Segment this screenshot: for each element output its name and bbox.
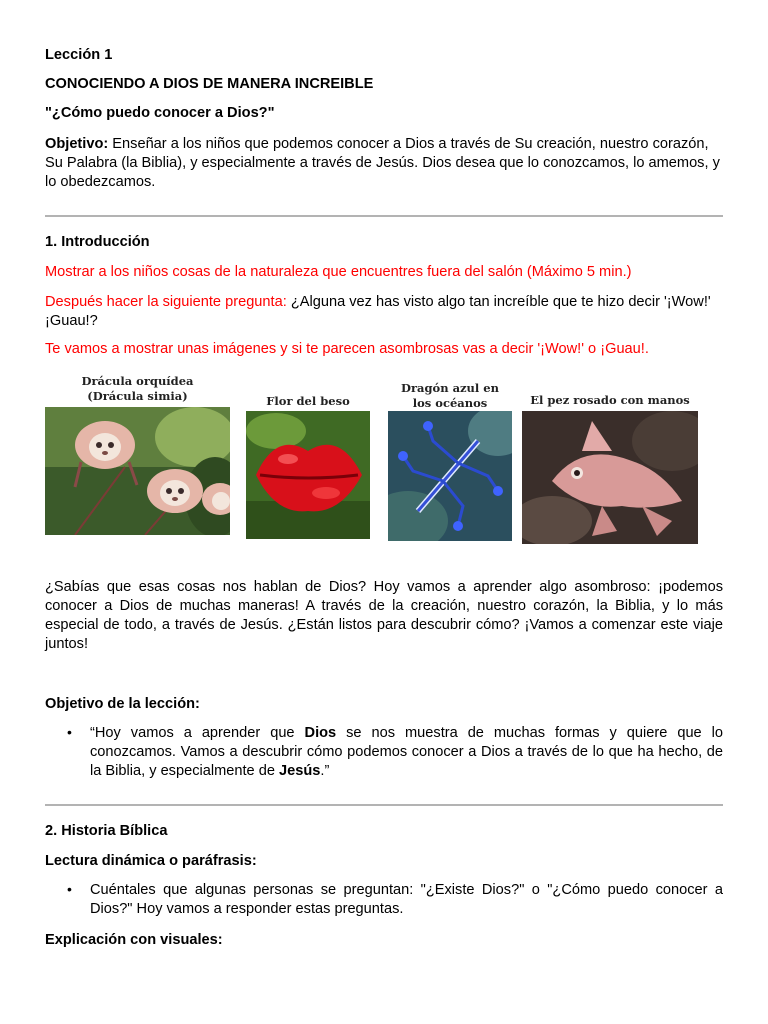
intro-line-2 [45, 293, 723, 331]
section-intro-heading: 1. Introducción [45, 234, 150, 250]
story-subheading: Lectura dinámica o paráfrasis: [45, 853, 257, 869]
intro-line-3: Te vamos a mostrar unas imágenes y si te parecen asombrosas vas a decir '¡Wow!' o ¡Guau!. [45, 341, 649, 357]
caption-line: Dragón azul en [401, 381, 499, 395]
caption-dracula-orchid [45, 374, 230, 404]
visuals-heading: Explicación con visuales: [45, 932, 223, 948]
bullet-dot: • [67, 724, 72, 740]
caption-line: (Drácula simia) [87, 389, 188, 403]
caption-blue-dragon [388, 381, 512, 411]
divider [45, 804, 723, 806]
divider [45, 215, 723, 217]
dracula-orchid-image [45, 407, 230, 535]
lesson-objective-bullet [45, 724, 723, 784]
text-span: “Hoy vamos a aprender que [90, 725, 305, 741]
caption-kiss-flower: Flor del beso [266, 394, 350, 408]
kiss-flower-image [246, 411, 370, 539]
caption-line: los océanos [412, 396, 488, 410]
objective-label: Objetivo: [45, 136, 109, 152]
story-bullet-text: Cuéntales que algunas personas se preguntan: "¿Existe Dios?" o "¿Cómo puedo conocer a Dios?" Hoy vamos a responder estas preguntas. [90, 882, 723, 917]
pink-handfish-image [522, 411, 698, 544]
story-bullet [45, 881, 723, 921]
intro-paragraph: ¿Sabías que esas cosas nos hablan de Dios? Hoy vamos a aprender algo asombroso: ¡podemos conocer a Dios de muchas maneras! A través de la creación, nuestro corazón, la Biblia, y lo más especial de todo, a través de Jesús. ¿Están listos para descubrir cómo? ¡Vamos a comenzar este viaje juntos! [45, 579, 723, 652]
lesson-title: CONOCIENDO A DIOS DE MANERA INCREIBLE [45, 76, 374, 92]
text-span: .” [320, 763, 330, 779]
text-span: se nos muestra de muchas formas y quiere que lo conozcamos. Vamos a descubrir cómo podemos conocer a Dios a través de lo que ha hecho, de la Biblia, y especialmente de [90, 725, 724, 779]
bold-god: Dios [304, 725, 337, 741]
caption-pink-handfish: El pez rosado con manos [530, 393, 690, 407]
objective-text: Enseñar a los niños que podemos conocer a Dios a través de Su creación, nuestro corazón, Su Palabra (la Biblia), y especialmente a través de Jesús. Dios desea que lo conozcamos, lo amemos, y lo obedezcamos. [45, 136, 720, 190]
lesson-objective-text [90, 724, 723, 781]
intro-line-1: Mostrar a los niños cosas de la naturaleza que encuentres fuera del salón (Máximo 5 min.) [45, 264, 632, 280]
caption-line: Drácula orquídea [81, 374, 194, 388]
lesson-objective-heading: Objetivo de la lección: [45, 696, 200, 712]
lesson-number: Lección 1 [45, 47, 113, 63]
section-story-heading: 2. Historia Bíblica [45, 823, 168, 839]
intro-line-2-black: ¿Alguna vez has visto algo tan increíble que te hizo decir '¡Wow!' ¡Guau!? [45, 294, 711, 329]
objective-paragraph [45, 135, 723, 192]
lesson-question: "¿Cómo puedo conocer a Dios?" [45, 105, 275, 121]
intro-line-2-red: Después hacer la siguiente pregunta: [45, 294, 287, 310]
bullet-dot: • [67, 881, 72, 897]
blue-dragon-image [388, 411, 512, 541]
bold-jesus: Jesús [279, 763, 321, 779]
